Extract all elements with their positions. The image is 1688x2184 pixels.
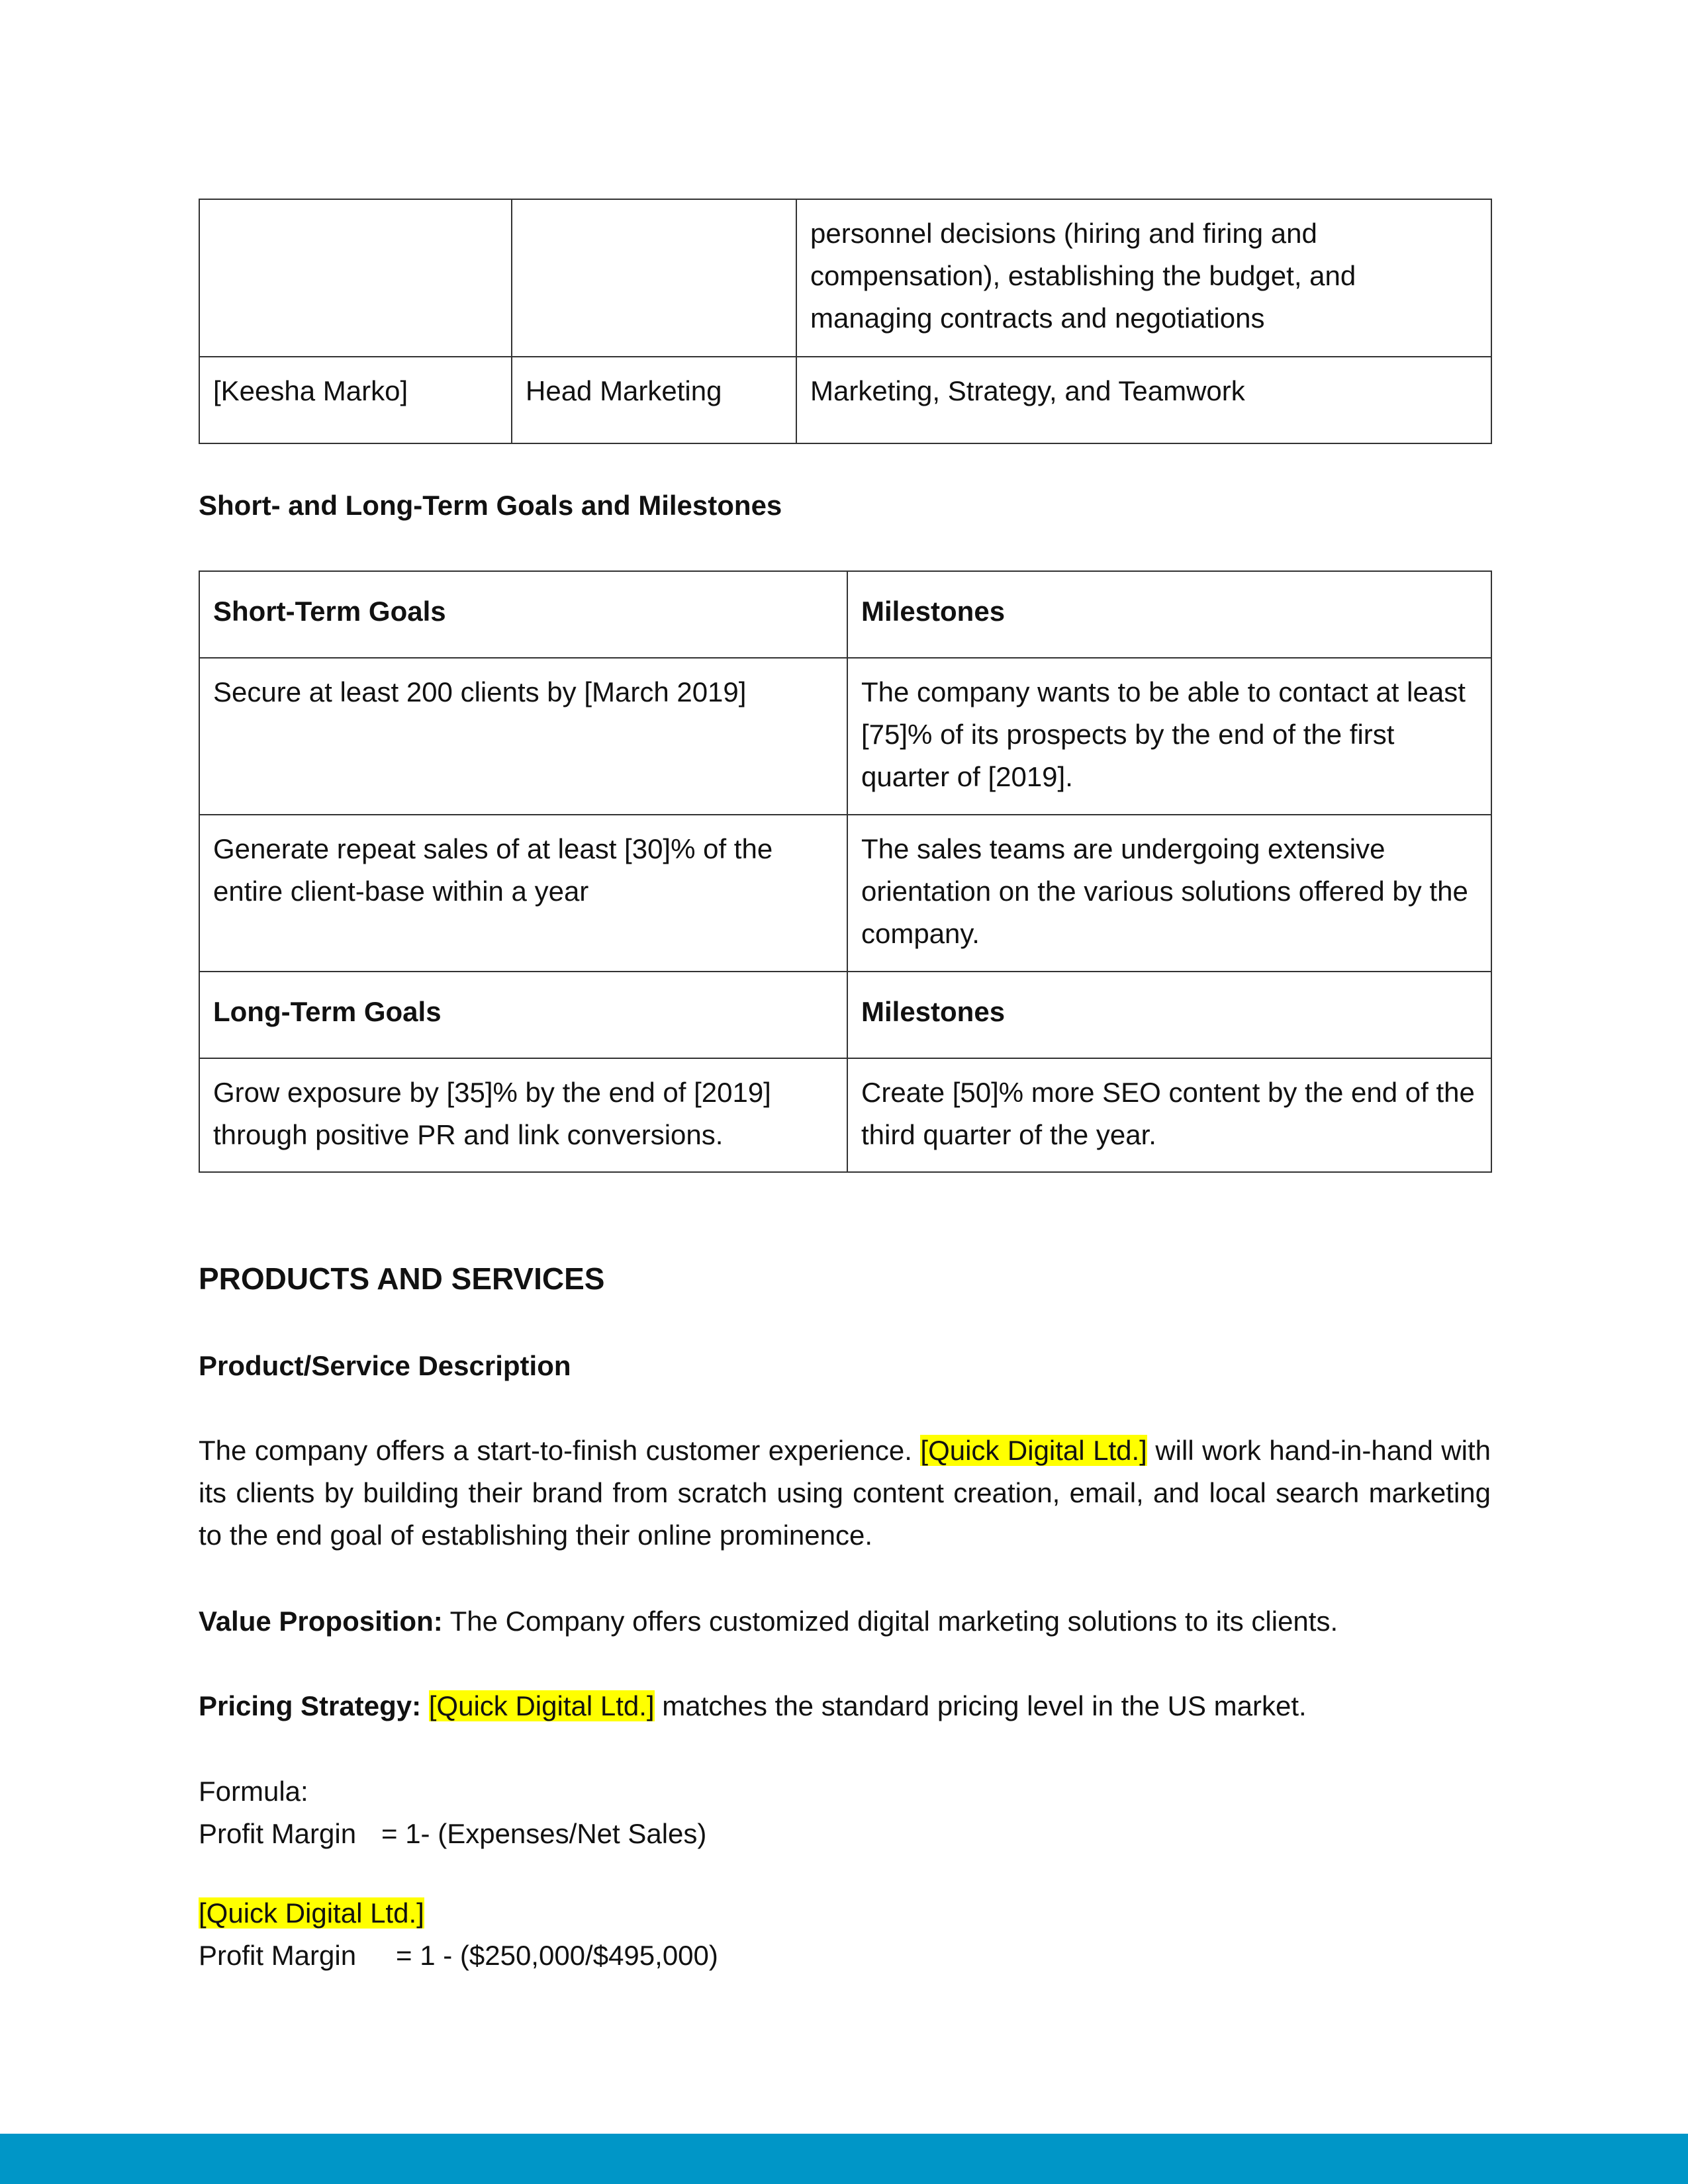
footer-bar: [0, 2134, 1688, 2184]
milestones-header: Milestones: [847, 972, 1491, 1058]
short-term-goals-header: Short-Term Goals: [199, 571, 847, 658]
team-member-skills: Marketing, Strategy, and Teamwork: [796, 357, 1491, 443]
table-header-row: [199, 972, 1491, 1058]
goals-heading: Short- and Long-Term Goals and Milestones: [199, 490, 782, 521]
example-line-label: Profit Margin: [199, 1940, 357, 1971]
value-proposition-label: Value Proposition:: [199, 1606, 443, 1637]
company-name-highlight: [Quick Digital Ltd.]: [920, 1435, 1147, 1466]
product-description: [199, 1430, 1491, 1557]
goal-cell: Grow exposure by [35]% by the end of [2019] through positive PR and link conversions.: [199, 1058, 847, 1172]
company-name-highlight: [Quick Digital Ltd.]: [428, 1690, 655, 1721]
company-name-highlight: [Quick Digital Ltd.]: [199, 1897, 424, 1929]
goals-milestones-table: [199, 570, 1492, 1173]
example-line-value: = 1 - ($250,000/$495,000): [396, 1940, 718, 1971]
section-title: PRODUCTS AND SERVICES: [199, 1261, 605, 1296]
pricing-strategy-label: Pricing Strategy:: [199, 1690, 422, 1721]
long-term-goals-header: Long-Term Goals: [199, 972, 847, 1058]
milestone-cell: The sales teams are undergoing extensive orientation on the various solutions offered by the company.: [847, 815, 1491, 972]
formula-label: Formula:: [199, 1776, 308, 1807]
formula-line-label: Profit Margin: [199, 1818, 357, 1849]
goal-cell: Generate repeat sales of at least [30]% of the entire client-base within a year: [199, 815, 847, 972]
formula-line: [199, 1813, 706, 1855]
pricing-strategy-text: matches the standard pricing level in the US market.: [654, 1690, 1307, 1721]
description-text: The company offers a start-to-finish customer experience.: [199, 1435, 921, 1466]
example-line: [199, 1934, 718, 1977]
table-row: [199, 1058, 1491, 1172]
milestone-cell: The company wants to be able to contact at least [75]% of its prospects by the end of the first quarter of [2019].: [847, 658, 1491, 815]
table-header-row: [199, 571, 1491, 658]
team-roles-table: [199, 199, 1492, 444]
table-row: [199, 815, 1491, 972]
team-member-role: Head Marketing: [512, 357, 796, 443]
subsection-title: Product/Service Description: [199, 1350, 571, 1381]
milestones-header: Milestones: [847, 571, 1491, 658]
pricing-strategy: [199, 1685, 1307, 1727]
milestone-cell: Create [50]% more SEO content by the end of the third quarter of the year.: [847, 1058, 1491, 1172]
value-proposition: [199, 1600, 1338, 1643]
team-member-name: [Keesha Marko]: [199, 357, 512, 443]
value-proposition-text: The Company offers customized digital marketing solutions to its clients.: [442, 1606, 1338, 1637]
description-text: will work hand-in-hand with its clients by building their brand from scratch using content creation, email, and local search marketing to the end goal of establishing their online prominence.: [199, 1435, 1491, 1551]
table-cell: personnel decisions (hiring and firing and compensation), establishing the budget, and managing contracts and negotiations: [796, 199, 1491, 357]
table-row: [199, 658, 1491, 815]
example-company: [199, 1892, 424, 1934]
goal-cell: Secure at least 200 clients by [March 2019]: [199, 658, 847, 815]
table-row: [199, 199, 1491, 357]
table-row: [199, 357, 1491, 443]
table-cell: [512, 199, 796, 357]
table-cell: [199, 199, 512, 357]
formula-line-value: = 1- (Expenses/Net Sales): [381, 1818, 707, 1849]
